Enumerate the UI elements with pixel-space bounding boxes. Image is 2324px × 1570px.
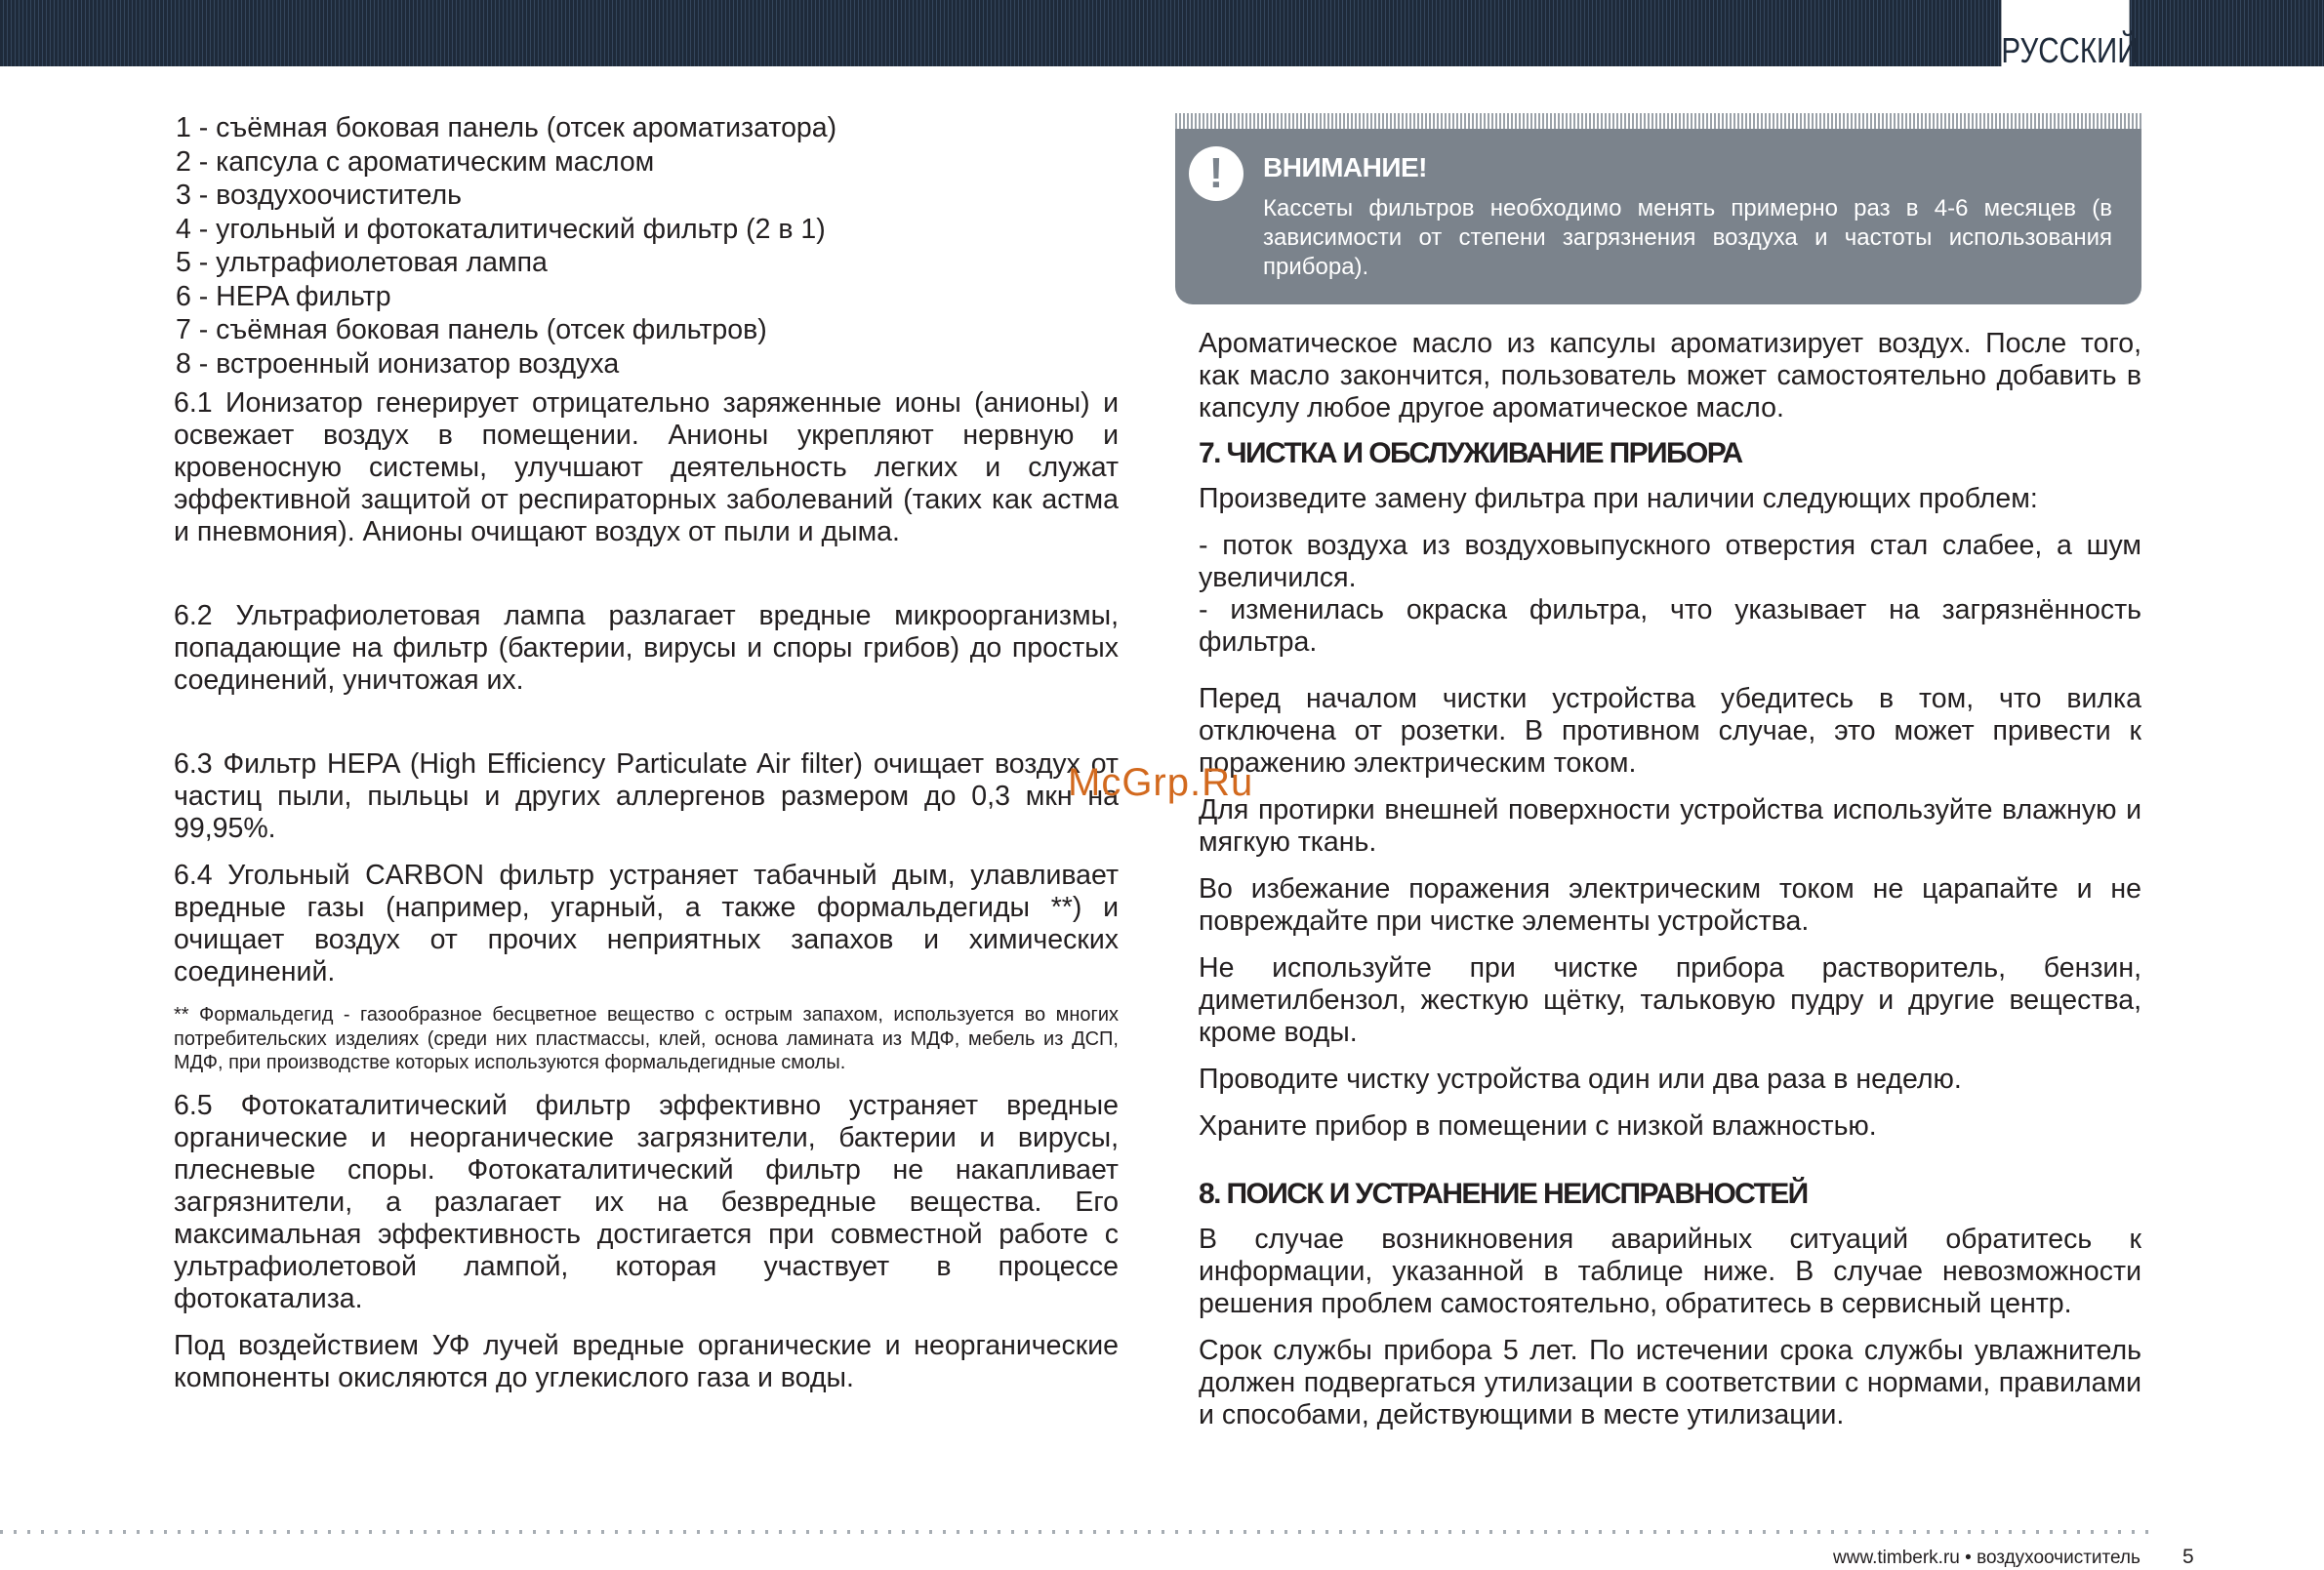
section-7-paragraph-1: Перед началом чистки устройства убедитесь в том, что вилка отключена от розетки. В противном случае, это может привести к поражению электрическим током. [1199, 683, 2141, 779]
exclamation-icon: ! [1189, 146, 1244, 201]
footer-dotted-rule [0, 1530, 2157, 1534]
paragraph-aroma: Ароматическое масло из капсулы ароматизирует воздух. После того, как масло закончится, пользователь может самостоятельно добавить в капсулу любое другое ароматическое масло. [1199, 328, 2141, 423]
right-column [1199, 328, 2141, 1431]
paragraph-6-5: 6.5 Фотокаталитический фильтр эффективно устраняет вредные органические и неорганические загрязнители, бактерии и вирусы, плесневые споры. Фотокаталитический фильтр не накапливает загрязнители, а разлагает их на безвредные вещества. Его максимальная эффективность достигается при совместной работе с ультрафиолетовой лампой, которая участвует в процессе фотокатализа. [174, 1089, 1119, 1314]
section-7-intro: Произведите замену фильтра при наличии следующих проблем: [1199, 483, 2038, 514]
paragraph-uv: Под воздействием УФ лучей вредные органические и неорганические компоненты окисляются до углекислого газа и воды. [174, 1329, 1119, 1393]
legend-item-1: 1 - съёмная боковая панель (отсек ароматизатора) [176, 112, 837, 143]
section-7-item-2: - изменилась окраска фильтра, что указывает на загрязнённость фильтра. [1199, 594, 2141, 658]
legend-item-2: 2 - капсула с ароматическим маслом [176, 145, 655, 178]
section-7-paragraph-4: Не используйте при чистке прибора растворитель, бензин, диметилбензол, жесткую щётку, тальковую пудру и другие вещества, кроме воды. [1199, 952, 2141, 1048]
warning-title: ВНИМАНИЕ! [1263, 152, 1427, 182]
legend-item-5: 5 - ультрафиолетовая лампа [176, 247, 548, 278]
language-label: РУССКИЙ [2001, 0, 2129, 84]
warning-dotted-edge [1175, 113, 2141, 129]
paragraph-6-3: 6.3 Фильтр HEPA (High Efficiency Particulate Air filter) очищает воздух от частиц пыли, пыльцы и других аллергенов размером до 0,3 мкн на 99,95%. [174, 748, 1119, 844]
section-7-item-1: - поток воздуха из воздуховыпускного отверстия стал слабее, а шум увеличился. [1199, 530, 2141, 593]
header-bar [0, 0, 2324, 66]
paragraph-6-2: 6.2 Ультрафиолетовая лампа разлагает вредные микроорганизмы, попадающие на фильтр (бактерии, вирусы и споры грибов) до простых соединений, уничтожая их. [174, 600, 1119, 696]
section-8-paragraph-2: Срок службы прибора 5 лет. По истечении срока службы увлажнитель должен подвергаться утилизации в соответствии с нормами, правилами и способами, действующими в месте утилизации. [1199, 1335, 2141, 1430]
footnote-formaldehyde: ** Формальдегид - газообразное бесцветное вещество с острым запахом, используется во многих потребительских изделиях (среди них пластмассы, клей, основа ламината из МДФ, мебель из ДСП, МДФ, при производстве которых используются формальдегидные смолы. [174, 1004, 1119, 1073]
left-column [174, 112, 1119, 1394]
section-8-heading: 8. ПОИСК И УСТРАНЕНИЕ НЕИСПРАВНОСТЕЙ [1199, 1178, 1808, 1210]
section-7-heading: 7. ЧИСТКА И ОБСЛУЖИВАНИЕ ПРИБОРА [1199, 437, 1742, 469]
section-7-paragraph-5: Проводите чистку устройства один или два раза в неделю. [1199, 1064, 1962, 1095]
warning-box [1175, 113, 2141, 304]
legend-item-8: 8 - встроенный ионизатор воздуха [176, 347, 620, 380]
page-number: 5 [2182, 1546, 2194, 1568]
legend-item-6: 6 - HEPA фильтр [176, 280, 391, 312]
section-8-paragraph-1: В случае возникновения аварийных ситуаций обратитесь к информации, указанной в таблице ниже. В случае невозможности решения проблем самостоятельно, обратитесь в сервисный центр. [1199, 1224, 2141, 1319]
section-7-paragraph-3: Во избежание поражения электрическим током не царапайте и не повреждайте при чистке элементы устройства. [1199, 873, 2141, 937]
legend-item-4: 4 - угольный и фотокаталитический фильтр (2 в 1) [176, 213, 826, 245]
warning-text: Кассеты фильтров необходимо менять примерно раз в 4-6 месяцев (в зависимости от степени загрязнения воздуха и частоты использования прибора). [1263, 195, 2112, 280]
section-7-paragraph-6: Храните прибор в помещении с низкой влажностью. [1199, 1110, 1877, 1142]
footer-site-label: www.timberk.ru • воздухоочиститель [1833, 1548, 2141, 1568]
watermark: McGrp.Ru [1068, 761, 1254, 804]
paragraph-6-4: 6.4 Угольный CARBON фильтр устраняет табачный дым, улавливает вредные газы (например, угарный, а также формальдегиды **) и очищает воздух от прочих неприятных запахов и химических соединений. [174, 860, 1119, 987]
paragraph-6-1: 6.1 Ионизатор генерирует отрицательно заряженные ионы (анионы) и освежает воздух в помещении. Анионы укрепляют нервную и кровеносную системы, улучшают деятельность легких и служат эффективной защитой от респираторных заболеваний (таких как астма и пневмония). Анионы очищают воздух от пыли и дыма. [174, 387, 1119, 547]
legend-item-7: 7 - съёмная боковая панель (отсек фильтров) [176, 314, 767, 345]
legend-item-3: 3 - воздухоочиститель [176, 180, 462, 211]
section-7-paragraph-2: Для протирки внешней поверхности устройства используйте влажную и мягкую ткань. [1199, 794, 2141, 858]
